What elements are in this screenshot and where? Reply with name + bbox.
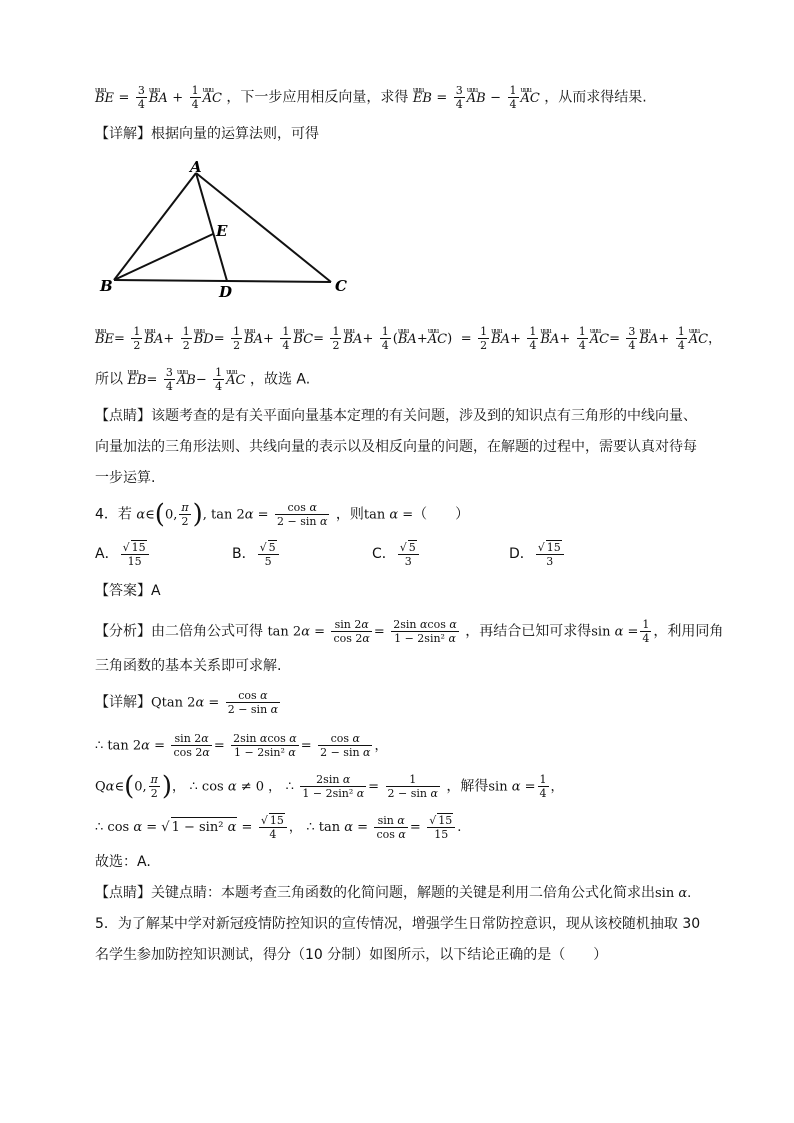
option-d[interactable]: D． √ $\frac{15}{3}$	[509, 540, 566, 568]
label-c: C	[335, 277, 347, 295]
detail-heading-line	[95, 124, 319, 144]
analysis-text-end: ，从而求得结果.	[544, 89, 647, 106]
detail-label: 【详解】	[95, 126, 151, 142]
detail2-conclusion: 故选：A.	[95, 854, 151, 870]
detail2-line-1: 【详解】Qtan 2α = $\frac{\text{cos α}}{\text{2 − sin α}}$	[95, 689, 279, 716]
comment-line-3: 一步运算.	[95, 470, 156, 486]
question-5-line-1: 5．为了解某中学对新冠疫情防控知识的宣传情况，增强学生日常防控意识，现从该校随机抽取 30	[95, 916, 701, 932]
detail-text: 根据向量的运算法则，可得	[151, 126, 319, 142]
detail2-line-2: ∴ tan 2α = $\frac{\sin 2\alpha}{\cos 2\alpha}$ = $\frac{\text{2sin αcos α}}{\text{1 − 2sin² α}}$ = $\frac{\text{cos α}}{\text{2 − sin α}}$ ，	[95, 732, 388, 759]
vector-be: uuu BE	[95, 89, 114, 109]
analysis-line-1: uuu BE = $\frac{3}{4}$ uuu BA + $\frac{1}{4}$ uuu AC ，下一步应用相反向量，求得 uuu EB = $\frac{3}{4}$ uuu AB − $\frac{1}{4}$ uuu AC ，从而求得结果.	[95, 84, 647, 111]
label-b: B	[100, 277, 113, 295]
detail2-line-4: ∴ cos α = √ 1 − sin² α = √ $\frac{15}{4}$ ， ∴ tan α = $\frac{\text{sin α}}{\text{cos α}}$ = √ $\frac{15}{15}$ .	[95, 813, 461, 841]
question-5-line-2: 名学生参加防控知识测试，得分（10 分制）如图所示，以下结论正确的是（ ）	[95, 947, 608, 963]
answer-line: 【答案】A	[95, 583, 161, 599]
analysis2-line-2: 三角函数的基本关系即可求解.	[95, 658, 282, 674]
vector-equation-line: uuu BE= $\frac{1}{2}$ uuu BA+ $\frac{1}{2}$ uuu BD= $\frac{1}{2}$ uuu BA+ $\frac{1}{4}$ uuu BC= $\frac{1}{2}$ uuu BA+ $\frac{1}{4}$ (uuu BA+uuu AC) = $\frac{1}{2}$ uuu BA+ $\frac{1}{4}$ uuu BA+ $\frac{1}{4}$ uuu AC= $\frac{3}{4}$ uuu BA+ $\frac{1}{4}$ uuu AC，	[95, 325, 721, 352]
comment2-line: 【点睛】关键点睛：本题考查三角函数的化简问题，解题的关键是利用二倍角公式化简求出sin α.	[95, 885, 692, 901]
label-a: A	[190, 160, 202, 176]
answer-value: A	[151, 583, 161, 599]
comment-line-2: 向量加法的三角形法则、共线向量的表示以及相反向量的问题，在解题的过程中，需要认真对待每	[95, 439, 697, 455]
comment-line-1: 【点睛】该题考查的是有关平面向量基本定理的有关问题，涉及到的知识点有三角形的中线向量、	[95, 408, 697, 424]
option-b[interactable]: B． √ $\frac{5}{5}$	[232, 540, 281, 568]
option-a[interactable]: A． √ $\frac{15}{15}$	[95, 540, 151, 568]
conclusion-line: 所以 uuu EB= $\frac{3}{4}$ uuu AB− $\frac{1}{4}$ uuu AC ，故选 A.	[95, 366, 310, 393]
triangle-figure	[95, 160, 355, 300]
detail2-line-3: Qα∈(0, $\frac{\pi}{2}$ )， ∴ cos α ≠ 0 ， ∴ $\frac{\text{2sin α}}{\text{1 − 2sin² α}}$ = $\frac{1}{\text{2 − sin α}}$ ，解得sin α = $\frac{1}{4}$ ，	[95, 771, 564, 802]
option-c[interactable]: C． √ $\frac{5}{3}$	[372, 540, 421, 568]
label-e: E	[216, 222, 228, 240]
analysis-text-mid: ，下一步应用相反向量，求得	[226, 89, 409, 106]
question-4-stem: 4．若 α∈(0, $\frac{\pi}{2}$ ), tan 2α = $\frac{\text{cos α}}{\text{2 − sin α}}$ ，则tan α =（ ）	[95, 499, 470, 530]
analysis2-line-1: 【分析】由二倍角公式可得 tan 2α = $\frac{\sin 2\alpha}{\cos 2\alpha}$ = $\frac{\text{2sin αcos α}}{\text{1 − 2sin² α}}$ ，再结合已知可求得sin α = $\frac{1}{4}$ ，利用同角	[95, 618, 724, 645]
label-d: D	[219, 283, 233, 300]
